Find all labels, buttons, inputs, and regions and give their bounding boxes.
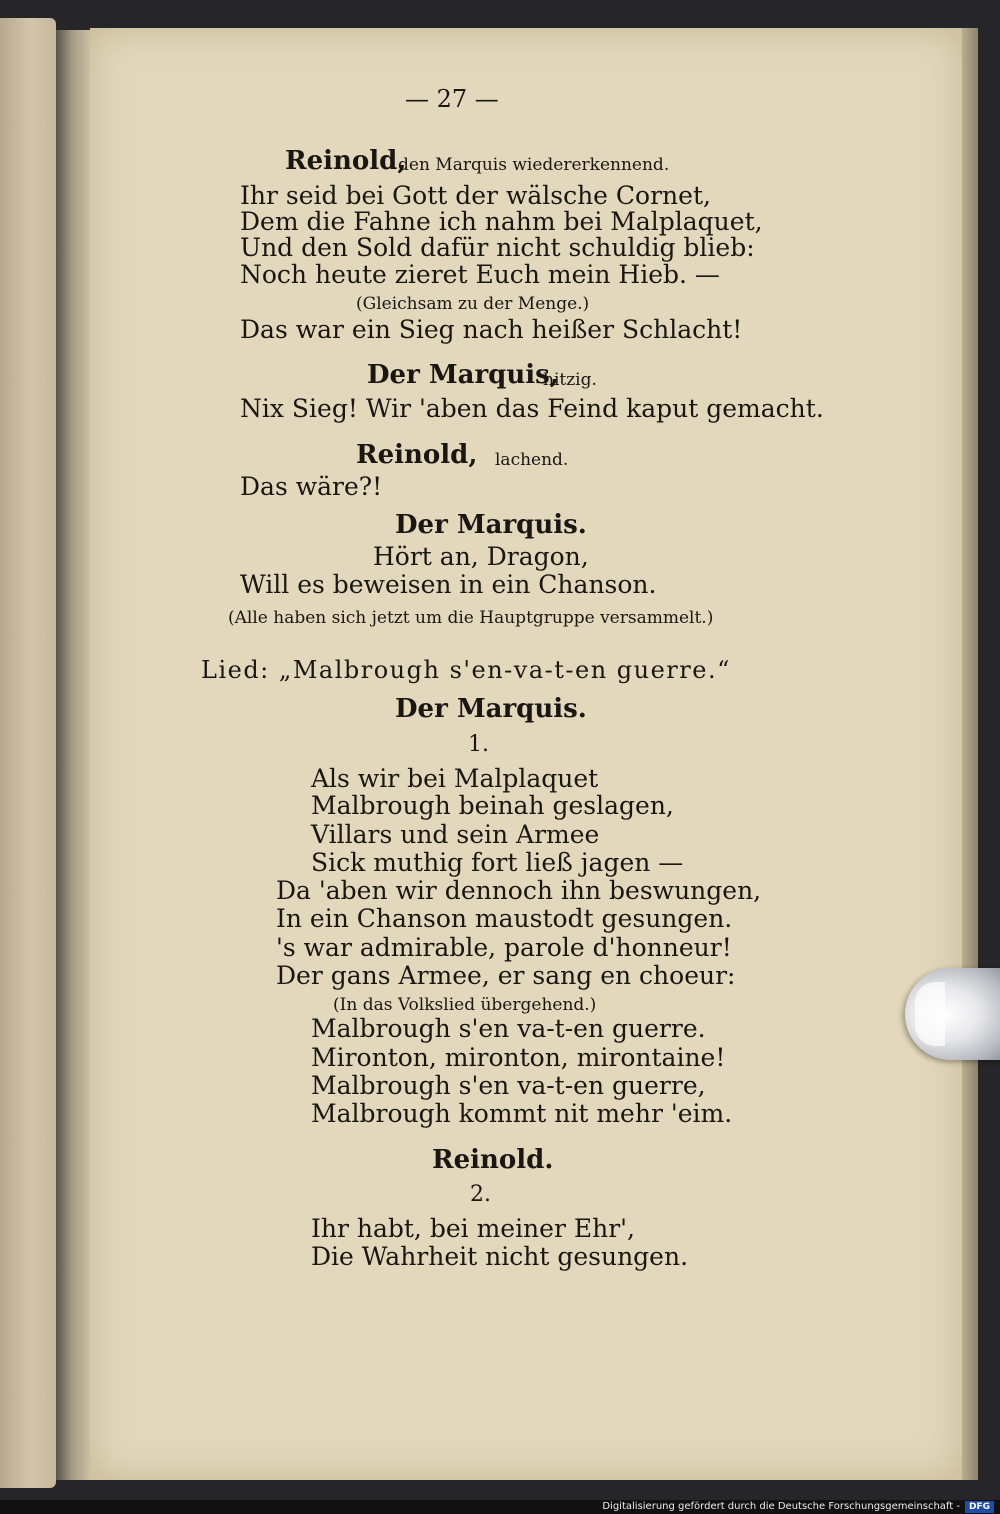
verse-line: Dem die Fahne ich nahm bei Malplaquet,: [240, 207, 763, 236]
verse-line: Mironton, mironton, mirontaine!: [311, 1043, 726, 1072]
speaker-marquis: Der Marquis,: [367, 360, 559, 390]
footer-bar: [0, 1500, 1000, 1514]
verse-line: Da 'aben wir dennoch ihn beswungen,: [276, 876, 762, 905]
book-gutter: [56, 30, 92, 1480]
verse-line: 's war admirable, parole d'honneur!: [276, 933, 732, 962]
verse-line: Malbrough s'en va-t-en guerre,: [311, 1071, 706, 1100]
speaker-marquis: Der Marquis.: [395, 694, 587, 724]
song-title: Lied: „Malbrough s'en-va-t-en guerre.“: [201, 656, 731, 684]
stanza-number: 2.: [470, 1182, 491, 1207]
verse-line: Will es beweisen in ein Chanson.: [240, 570, 657, 599]
verse-line: Sick muthig fort ließ jagen —: [311, 848, 684, 877]
stage-direction: (Alle haben sich jetzt um die Hauptgruppe versammelt.): [228, 608, 714, 628]
verse-line: Malbrough s'en va-t-en guerre.: [311, 1014, 706, 1043]
stanza-number: 1.: [468, 732, 489, 757]
speaker-reinold: Reinold,: [356, 440, 478, 470]
verse-line: Und den Sold dafür nicht schuldig blieb:: [240, 233, 755, 262]
stage-direction: (In das Volkslied übergehend.): [333, 995, 597, 1015]
verse-line: Ihr habt, bei meiner Ehr',: [311, 1214, 635, 1243]
verse-line: Ihr seid bei Gott der wälsche Cornet,: [240, 181, 711, 210]
verse-line: Nix Sieg! Wir 'aben das Feind kaput gemacht.: [240, 394, 824, 423]
stage-direction: hitzig.: [543, 370, 597, 390]
verse-line: Der gans Armee, er sang en choeur:: [276, 961, 736, 990]
verse-line: Malbrough beinah geslagen,: [311, 791, 674, 820]
verse-line: Das war ein Sieg nach heißer Schlacht!: [240, 315, 743, 344]
page-stack-edge: [962, 28, 978, 1480]
verse-line: Als wir bei Malplaquet: [311, 764, 599, 793]
page-number: — 27 —: [405, 85, 499, 113]
stage-direction: den Marquis wiedererkennend.: [398, 155, 670, 175]
speaker-reinold: Reinold.: [432, 1145, 554, 1175]
stage-direction: lachend.: [495, 450, 569, 470]
verse-line: Villars und sein Armee: [311, 820, 600, 849]
footer-credit: Digitalisierung gefördert durch die Deutsche Forschungsgemeinschaft -: [602, 1501, 960, 1512]
page-clip-icon: [905, 968, 1000, 1060]
previous-page-edge: [0, 18, 56, 1488]
stage-direction: (Gleichsam zu der Menge.): [356, 294, 590, 314]
verse-line: Noch heute zieret Euch mein Hieb. —: [240, 260, 720, 289]
verse-line: Hört an, Dragon,: [373, 542, 589, 571]
verse-line: Malbrough kommt nit mehr 'eim.: [311, 1099, 733, 1128]
dfg-logo-icon: DFG: [965, 1501, 994, 1513]
verse-line: In ein Chanson maustodt gesungen.: [276, 904, 733, 933]
verse-line: Die Wahrheit nicht gesungen.: [311, 1242, 689, 1271]
speaker-reinold: Reinold,: [285, 146, 407, 176]
verse-line: Das wäre?!: [240, 472, 383, 501]
speaker-marquis: Der Marquis.: [395, 510, 587, 540]
